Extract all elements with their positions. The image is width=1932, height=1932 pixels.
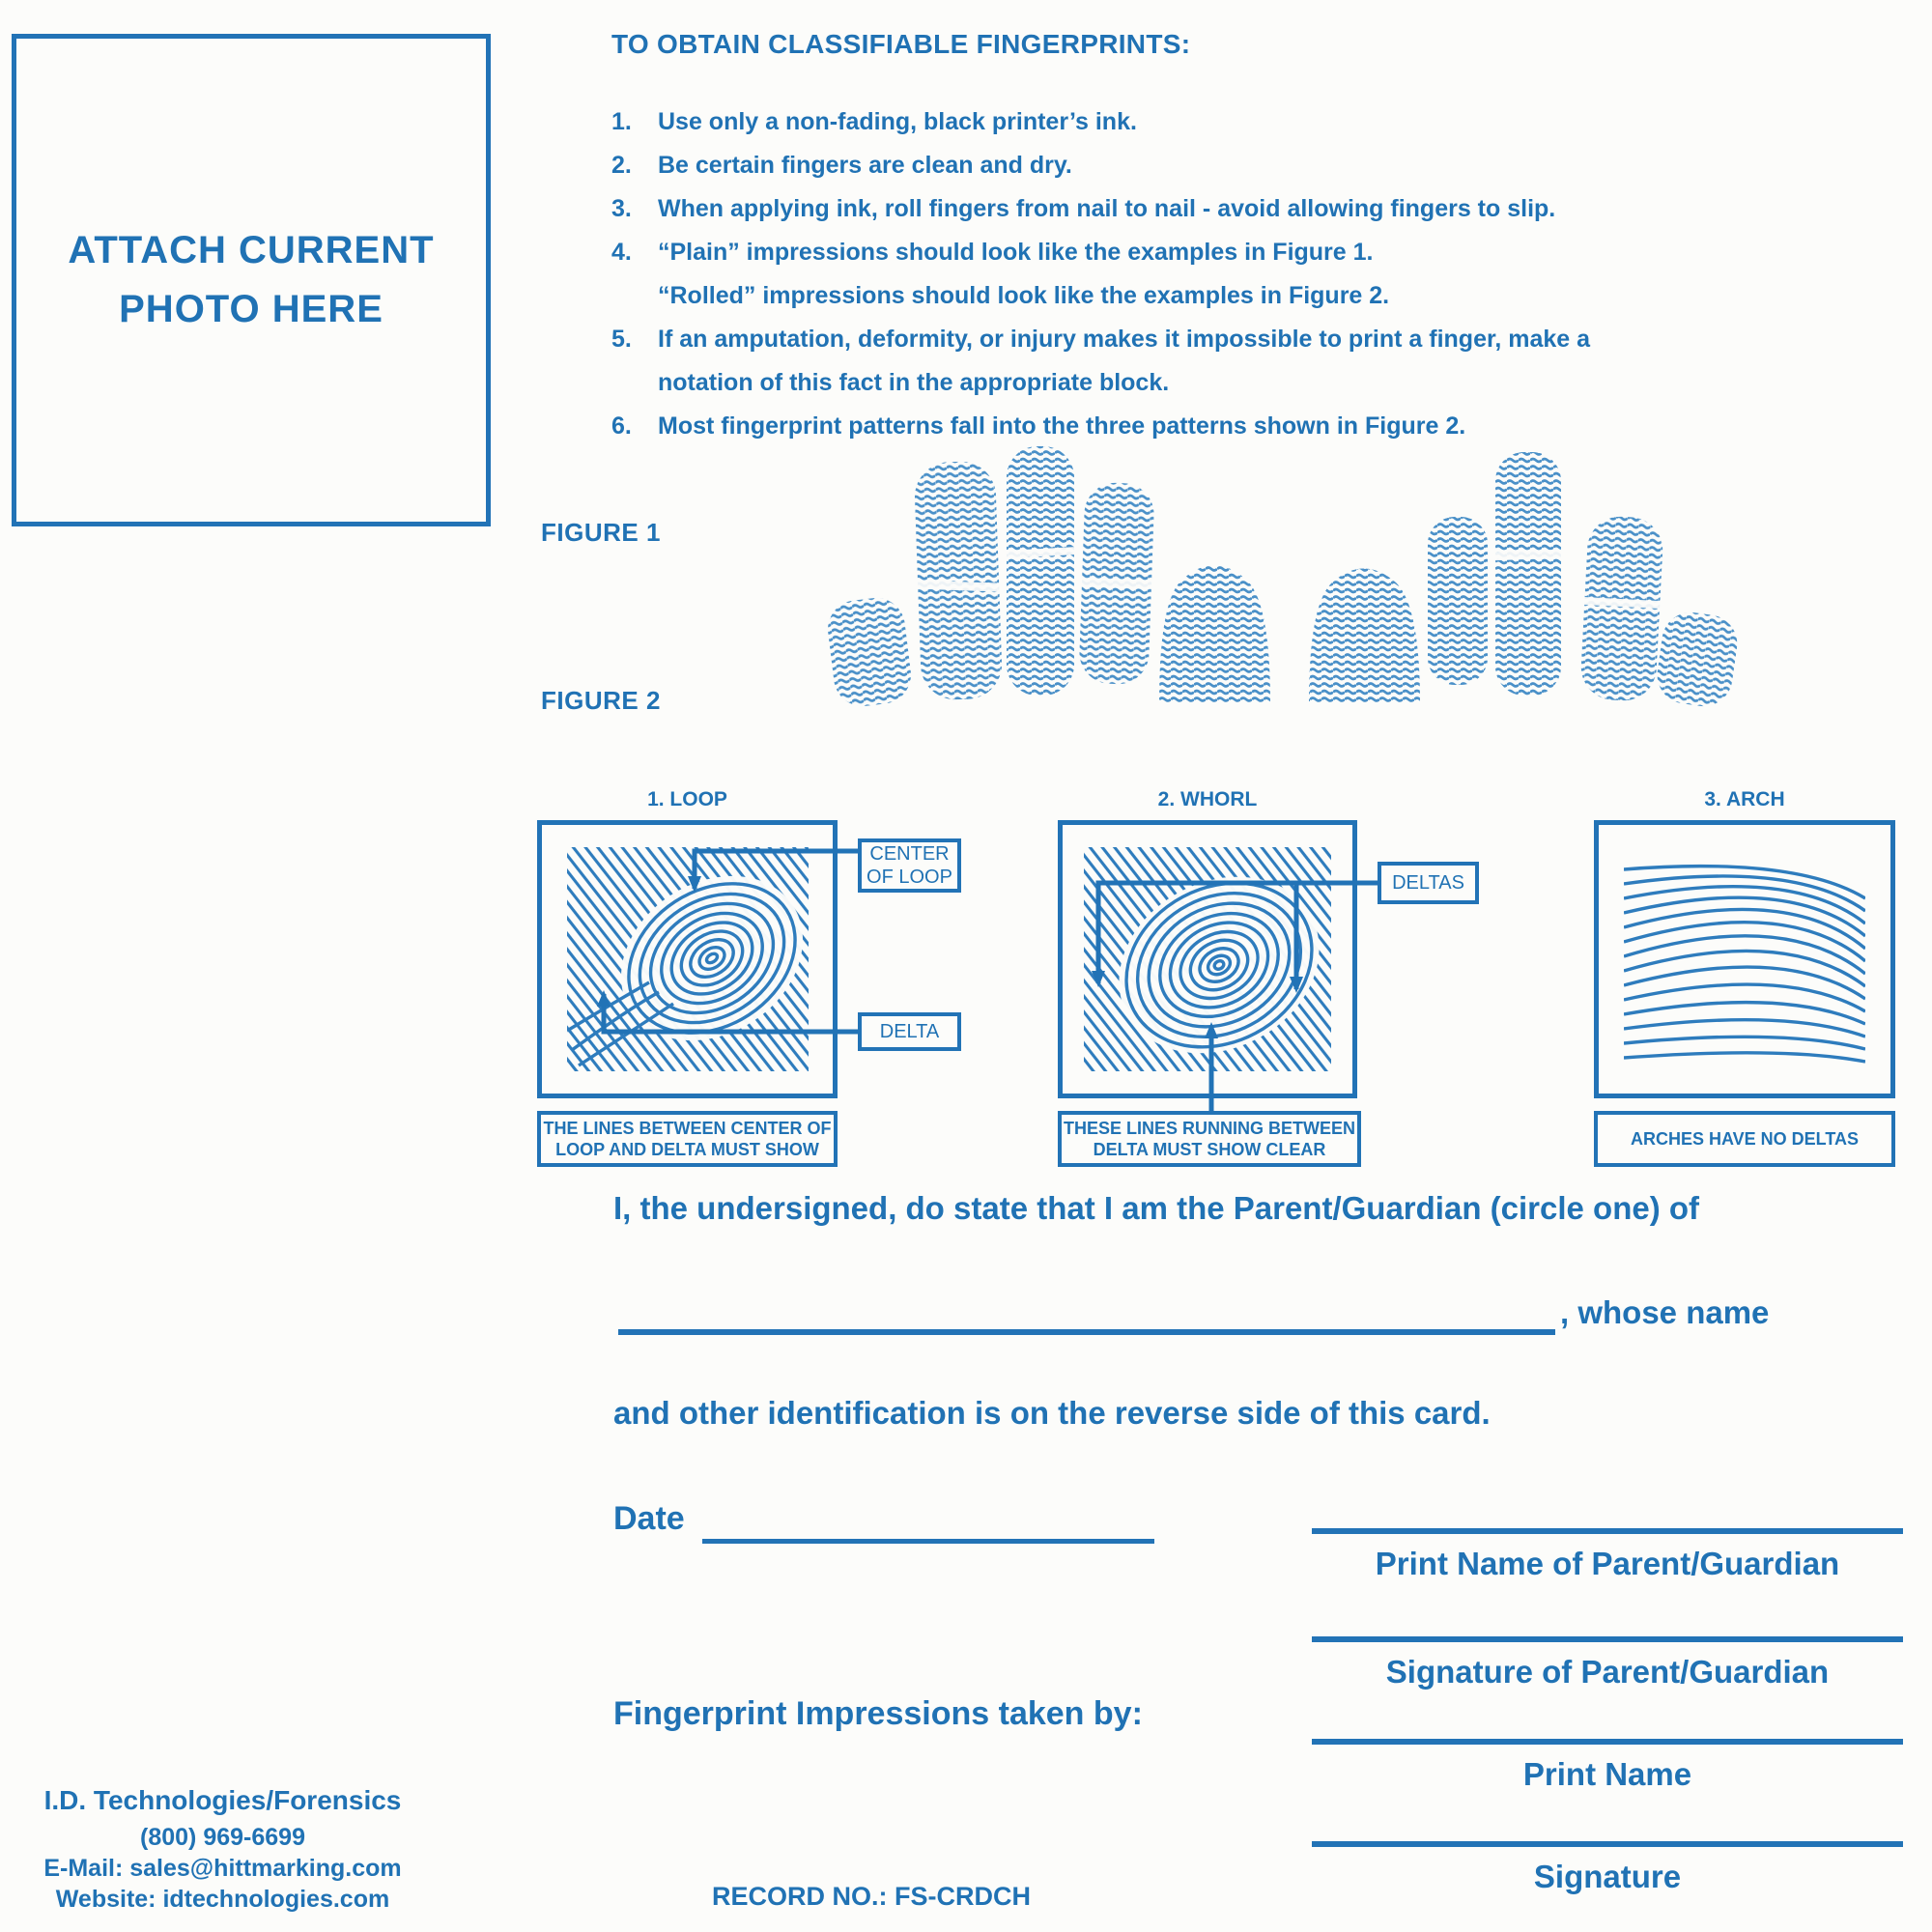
signature-line[interactable] bbox=[1312, 1841, 1903, 1847]
list-item-continuation: notation of this fact in the appropriate block. bbox=[658, 369, 1170, 396]
list-item: 5. If an amputation, deformity, or injury makes it impossible to print a finger, make a bbox=[611, 326, 1591, 353]
date-label: Date bbox=[613, 1500, 685, 1537]
print-name-label: Print Name bbox=[1522, 1756, 1692, 1792]
arch-title: 3. ARCH bbox=[1704, 788, 1785, 810]
statement-line1: I, the undersigned, do state that I am the Parent/Guardian (circle one) of bbox=[613, 1190, 1700, 1226]
company-name: I.D. Technologies/Forensics bbox=[43, 1785, 402, 1815]
center-of-loop-callout: CENTER OF LOOP bbox=[858, 838, 961, 893]
loop-title: 1. LOOP bbox=[647, 788, 727, 810]
instructions-list bbox=[611, 100, 1722, 448]
whorl-title: 2. WHORL bbox=[1157, 788, 1258, 810]
loop-caption: THE LINES BETWEEN CENTER OF LOOP AND DELTA MUST SHOW bbox=[537, 1111, 838, 1167]
print-name-parent-label: Print Name of Parent/Guardian bbox=[1375, 1546, 1840, 1581]
list-item-continuation: “Rolled” impressions should look like the examples in Figure 2. bbox=[658, 282, 1390, 309]
print-name-parent-line[interactable] bbox=[1312, 1528, 1903, 1534]
arch-caption: ARCHES HAVE NO DELTAS bbox=[1594, 1111, 1895, 1167]
figure1-fingerprints-image bbox=[811, 435, 1758, 715]
signature-parent-label: Signature of Parent/Guardian bbox=[1385, 1654, 1830, 1690]
company-phone: (800) 969-6699 bbox=[140, 1824, 305, 1851]
whose-name-text: , whose name bbox=[1560, 1294, 1770, 1330]
date-blank-line[interactable] bbox=[702, 1539, 1154, 1544]
photo-box-label-line1: ATTACH CURRENT bbox=[68, 229, 435, 271]
deltas-callout: DELTAS bbox=[1378, 862, 1479, 904]
taken-by-label: Fingerprint Impressions taken by: bbox=[613, 1695, 1143, 1732]
photo-attachment-box bbox=[12, 34, 491, 526]
photo-box-label-line2: PHOTO HERE bbox=[119, 288, 384, 330]
figure2-label: FIGURE 2 bbox=[541, 686, 661, 715]
statement-line2: and other identification is on the reverse side of this card. bbox=[613, 1395, 1491, 1431]
whorl-pattern-image bbox=[1058, 820, 1357, 1098]
instructions-title: TO OBTAIN CLASSIFIABLE FINGERPRINTS: bbox=[611, 29, 1191, 59]
signature-label: Signature bbox=[1533, 1859, 1682, 1894]
arch-pattern-image bbox=[1594, 820, 1895, 1098]
list-item: 6. Most fingerprint patterns fall into the three patterns shown in Figure 2. bbox=[611, 412, 1466, 440]
loop-pattern-image bbox=[537, 820, 838, 1098]
list-item: 3. When applying ink, roll fingers from nail to nail - avoid allowing fingers to slip. bbox=[611, 195, 1556, 222]
record-number: RECORD NO.: FS-CRDCH bbox=[712, 1882, 1031, 1911]
list-item: 1. Use only a non-fading, black printer’s ink. bbox=[611, 108, 1137, 135]
list-item: 4. “Plain” impressions should look like the examples in Figure 1. bbox=[611, 239, 1374, 266]
company-email: E-Mail: sales@hittmarking.com bbox=[43, 1855, 402, 1882]
whorl-caption: THESE LINES RUNNING BETWEEN DELTA MUST SHOW CLEAR bbox=[1058, 1111, 1361, 1167]
figure1-label: FIGURE 1 bbox=[541, 518, 661, 547]
company-website: Website: idtechnologies.com bbox=[55, 1886, 390, 1913]
name-blank-line[interactable] bbox=[618, 1329, 1555, 1335]
list-item: 2. Be certain fingers are clean and dry. bbox=[611, 152, 1072, 179]
signature-parent-line[interactable] bbox=[1312, 1636, 1903, 1642]
company-info bbox=[8, 1785, 438, 1915]
delta-callout: DELTA bbox=[858, 1012, 961, 1051]
print-name-line[interactable] bbox=[1312, 1739, 1903, 1745]
